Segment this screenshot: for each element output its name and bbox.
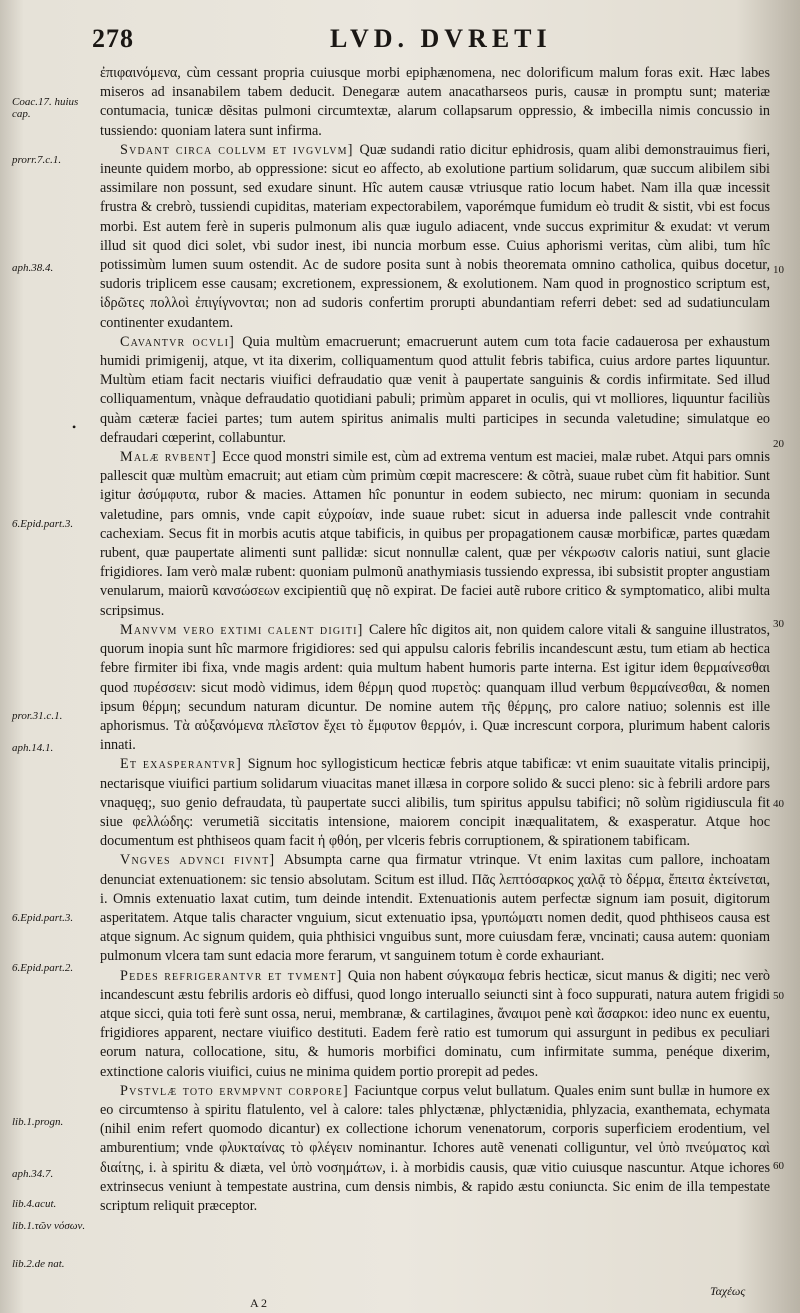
commentary-paragraph (100, 755, 770, 851)
line-number: 60 (773, 1160, 784, 1172)
commentary-paragraph (100, 141, 770, 333)
paragraph-text: Quia non habent σύγκαυμα febris hecticæ, sicut manus & digiti; nec verò incandescunt æstu febrilis ardoris eò diffusi, quod longo interuallo seiuncti sint à foco suppurati, natura autem frigidi atque sicci, quia toti ferè sunt ossa, nerui, membranæ, & cartilagines, ἄναιμοι penè καὶ ἄσαρκοι: ideo nunc ex euentu, frigidiores apparent, nectare viuifico destituti. Eadem ferè ratio est tumorum qui assurgunt in pedibus ex peculiari eorum natura, collocatione, situ, & humoris morbifici dominatu, cum infirmitate summa, penéque dixerim, extinctione caloris viuifici, cuius ne minima quidem portio prorepit ad pedes. (100, 967, 770, 1080)
line-number: 10 (773, 264, 784, 276)
paragraph-text: Faciuntque corpus velut bullatum. Quales enim sunt bullæ in humore ex eo circumtenso à spiritu flatulento, vel à calore: tales phlyctænæ, phlyctænidia, phlyzacia, exanthemata, echymata (nihil enim refert quomodo dicantur) ex collectione ichorum venenatorum, corporis superficiem erodentium, vel amburentium; vnde φλυκταίνας τὸ φλέγειν nominantur. Ichores autẽ venenati colliguntur, vel ὑπὸ πνεύματος καὶ διαίτης, i. à spiritu & diæta, vel ὑπὸ νοσημάτων, i. à morbidis causis, quæ vitio cuiusque nascuntur. Atque ichores extrinsecus veniunt à tempestate austrina, cum densis nimbis, & rapido æstu coniuncta. Sic enim de illa tempestate scriptum reliquit præceptor. (100, 1082, 770, 1214)
lemma-heading: Et exasperantvr] (120, 756, 248, 773)
paragraph-text: Absumpta carne qua firmatur vtrinque. Vt enim laxitas cum pallore, inchoatam denunciat extenuationem: sic tensio absolutam. Scitum est illud. Πᾶς λεπτόσαρκος χαλᾷ τὸ δέρμα, ἔπειτα ἐκτείνεται, i. Omnis extenuatio laxat cutim, tum deinde intendit. Extenuationis autem perfectæ signum iam posuit, digitorum asperitatem. Atque talis character vnguium, sicut extenuatio ipsa, γρυπώματι nomen dedit, quod phthiseos causa est atque signum. Ac signum quidem, quia phthisici vnguibus sunt, more cuiusdam feræ, vncinati; causa autem: quoniam pulmonum vlcera tam sunt edacia more ferarum, vt sanguinem totum è corde exhauriant. (100, 852, 770, 965)
bullet-mark: • (72, 420, 77, 434)
margin-note: pror.31.c.1. (12, 710, 63, 722)
commentary-paragraph (100, 851, 770, 966)
margin-notes (0, 0, 100, 1313)
margin-note: prorr.7.c.1. (12, 154, 62, 166)
commentary-paragraph (100, 448, 770, 621)
running-head: LVD. DVRETI (330, 24, 552, 53)
margin-note: 6.Epid.part.3. (12, 912, 74, 924)
lemma-heading: Manvvm vero extimi calent digiti] (120, 621, 369, 638)
lemma-heading: Pedes refrigerantvr et tvment] (120, 967, 348, 984)
margin-note: 6.Epid.part.2. (12, 962, 74, 974)
paragraph-text: Signum hoc syllogisticum hecticæ febris atque tabificæ: vt enim suauitate vitalis principij, nectarisque viuifici partium solidarum viuacitas manet illæsa in corpore solido & succi pleno: sic à febrili ardore pars vnaquęq;, suo genio defraudata, tù paupertate succi alibilis, tum spiritus appulsu tabifici; nõ solùm rigidiuscula fit siue φελλώδης: verumetiã siccitatis intensione, maiorem concipit inæqualitatem, & exasperatur. Atque hoc documentum est phthiseos quam facit ἡ φθόη, per vlceris febris corruptionem, & spirationem tabificam. (100, 756, 770, 850)
paragraph-text: Calere hîc digitos ait, non quidem calore vitali & sanguine illustratos, quorum inopia sunt hîc marmore frigidiores: sed qui appulsu caloris febrilis incandescunt æstu, tum etiam ab hectica febre firmiter ibi fixa, vnde magis ardent: quia multum habent humoris parte interna. Est igitur idem θερμαίνεσθαι quod πυρέσσειν: sicut modò vidimus, idem θέρμη quod πυρετὸς: quanquam illud verbum θερμαίνεσθαι, & nomen ipsum θέρμη; secundum naturam dicuntur. De nomine autem τῆς θέρμης, pro calore natiuo; solennis est ille aphorismus. Τὰ αὐξανόμενα πλεῖστον ἔχει τὸ ἔμφυτον θερμόν, i. Quæ increscunt corpora, plurimum habent caloris innati. (100, 621, 770, 754)
margin-note: Coac.17. huius cap. (12, 96, 79, 120)
paragraph-text: ἐπιφαινόμενα, cùm cessant propria cuiusque morbi epiphænomena, nec dolorificum malum foras exit. Hæc labes miseros ad insanabilem tabem deducit. Denegaræ autem anacatharseos puris, causæ in promptu sunt; materiæ contumacia, tunicæ dẽsitas pulmoni circumtextæ, alarum collapsarum oppressio, & imbecilla nimis concussio in tussiendo: quoniam latera sunt infirma. (100, 65, 770, 139)
paragraph-text: Ecce quod monstri simile est, cùm ad extrema ventum est maciei, malæ rubet. Atqui pars omnis pallescit quæ multùm emacruit; aut etiam cùm primùm cœpit macrescere: & cõtrà, suaue rubet cùm fit habitior. Sunt igitur ἀσύμφυτα, rubor & macies. Attamen hîc ponuntur in eodem subiecto, nec mirum: quoniam in secunda valetudine, pars omnis, vnde capit εὐχροίαν, inde suaue rubet: sicut in aduersa inde pallescit vnde contrahit cachexiam. Secus fit in morbis acutis atque tabificis, in quibus per propagationem causæ morbificæ, partes quædam rubent, quæ paupertate alimenti sunt pallidæ: sicut nonnullæ calent, quæ per νέκρωσιν caloris natiui, sunt glacie frigidiores. Iam verò malæ rubent: quoniam pulmonũ anathymiasis tussiendo expressa, ibi subsistit propter angustiam venularum, maiorũ κανσώσεων excipientiũ quę nõ expirat. De faciei autẽ rubore critico & symptomatico, alibi multa scripsimus. (100, 449, 770, 619)
paragraph-text: Quia multùm emacruerunt; emacruerunt autem cum tota facie cadauerosa per exhaustum humidi primigenij, atque, vt ita dixerim, colliquamentum quod attulit febris tabifica, cuius ardore partes liquuntur. Multùm etiam facit nectaris viuifici defraudatio quæ venit à paupertate sanguinis & cordis infirmitate. Sed illud colliquamentum, vnàque defraudatio quotidiani pabuli; primùm apparet in oculis, qui vt molliores, liquuntur faciliùs quàm cæteræ faciei partes; tum autem spiritus animalis multi participes in secunda valetudine; simulatque eo defraudari cœperint, collabuntur. (100, 333, 770, 446)
commentary-paragraph (100, 64, 770, 141)
commentary-paragraph (100, 333, 770, 448)
margin-note: aph.34.7. (12, 1168, 54, 1180)
catchword: Ταχέως (710, 1284, 746, 1298)
lemma-heading: Svdant circa collvm et ivgvlvm] (120, 141, 360, 158)
margin-note: lib.1.τῶν νόσων. (12, 1220, 86, 1232)
signature-mark: A 2 (250, 1296, 268, 1310)
line-number: 20 (773, 438, 784, 450)
lemma-heading: Vngves advnci fivnt] (120, 852, 284, 869)
margin-note: aph.14.1. (12, 742, 54, 754)
line-number: 50 (773, 990, 784, 1002)
margin-note: lib.4.acut. (12, 1198, 57, 1210)
margin-note: lib.1.progn. (12, 1116, 64, 1128)
lemma-heading: Cavantvr ocvli] (120, 333, 243, 350)
commentary-paragraph (100, 967, 770, 1082)
lemma-heading: Malæ rvbent] (120, 449, 223, 466)
margin-note: 6.Epid.part.3. (12, 518, 74, 530)
margin-note: aph.38.4. (12, 262, 54, 274)
lemma-heading: Pvstvlæ toto ervmpvnt corpore] (120, 1082, 355, 1099)
margin-note: lib.2.de nat. (12, 1258, 65, 1270)
page-number: 278 (92, 24, 134, 53)
commentary-paragraph (100, 621, 770, 755)
body-text (100, 64, 770, 1216)
page-header (0, 20, 800, 60)
line-number: 40 (773, 798, 784, 810)
commentary-paragraph (100, 1082, 770, 1216)
paragraph-text: Quæ sudandi ratio dicitur ephidrosis, quam alibi demonstrauimus fieri, ineunte quidem morbo, ab oppressione: sicut eo affecto, ab exolutione partium solidarum, quæ succum alibilem sibi assimilare non possunt, sed exudare sinunt. Hîc autem causæ vtriusque ratio locum habet. Nam illa quæ incessit frustra & crebrò, tussiendi cupiditas, materiam expectorabilem, vaporémque fumidum eò trudit & sistit, vbi est focus morbi. Est autem ferè in superis pulmonum alis quæ iugulo adiacent, vnde succus exprimitur & exudat: vt verum illud sit quod dici solet, vbi sudor inest, ibi nuncia morbum esse. Cuius aphorismi veritas, cùm alibi, tum hîc potissimùm lumen suum ostendit. Ac de sudore posita sunt à nobis theoremata omnino catholica, quibus docetur, sudoris triplicem esse causam; excretionem, expressionem, & exolutionem. Nam quod in prognostico scriptum est, ἱδρῶτες πολλοὶ ἐπιγίγνονται; non ad sudoris confertim prorupti abundantiam referri debet: sed ad sudatiunculam continenter exudantem. (100, 141, 770, 331)
line-number: 30 (773, 618, 784, 630)
